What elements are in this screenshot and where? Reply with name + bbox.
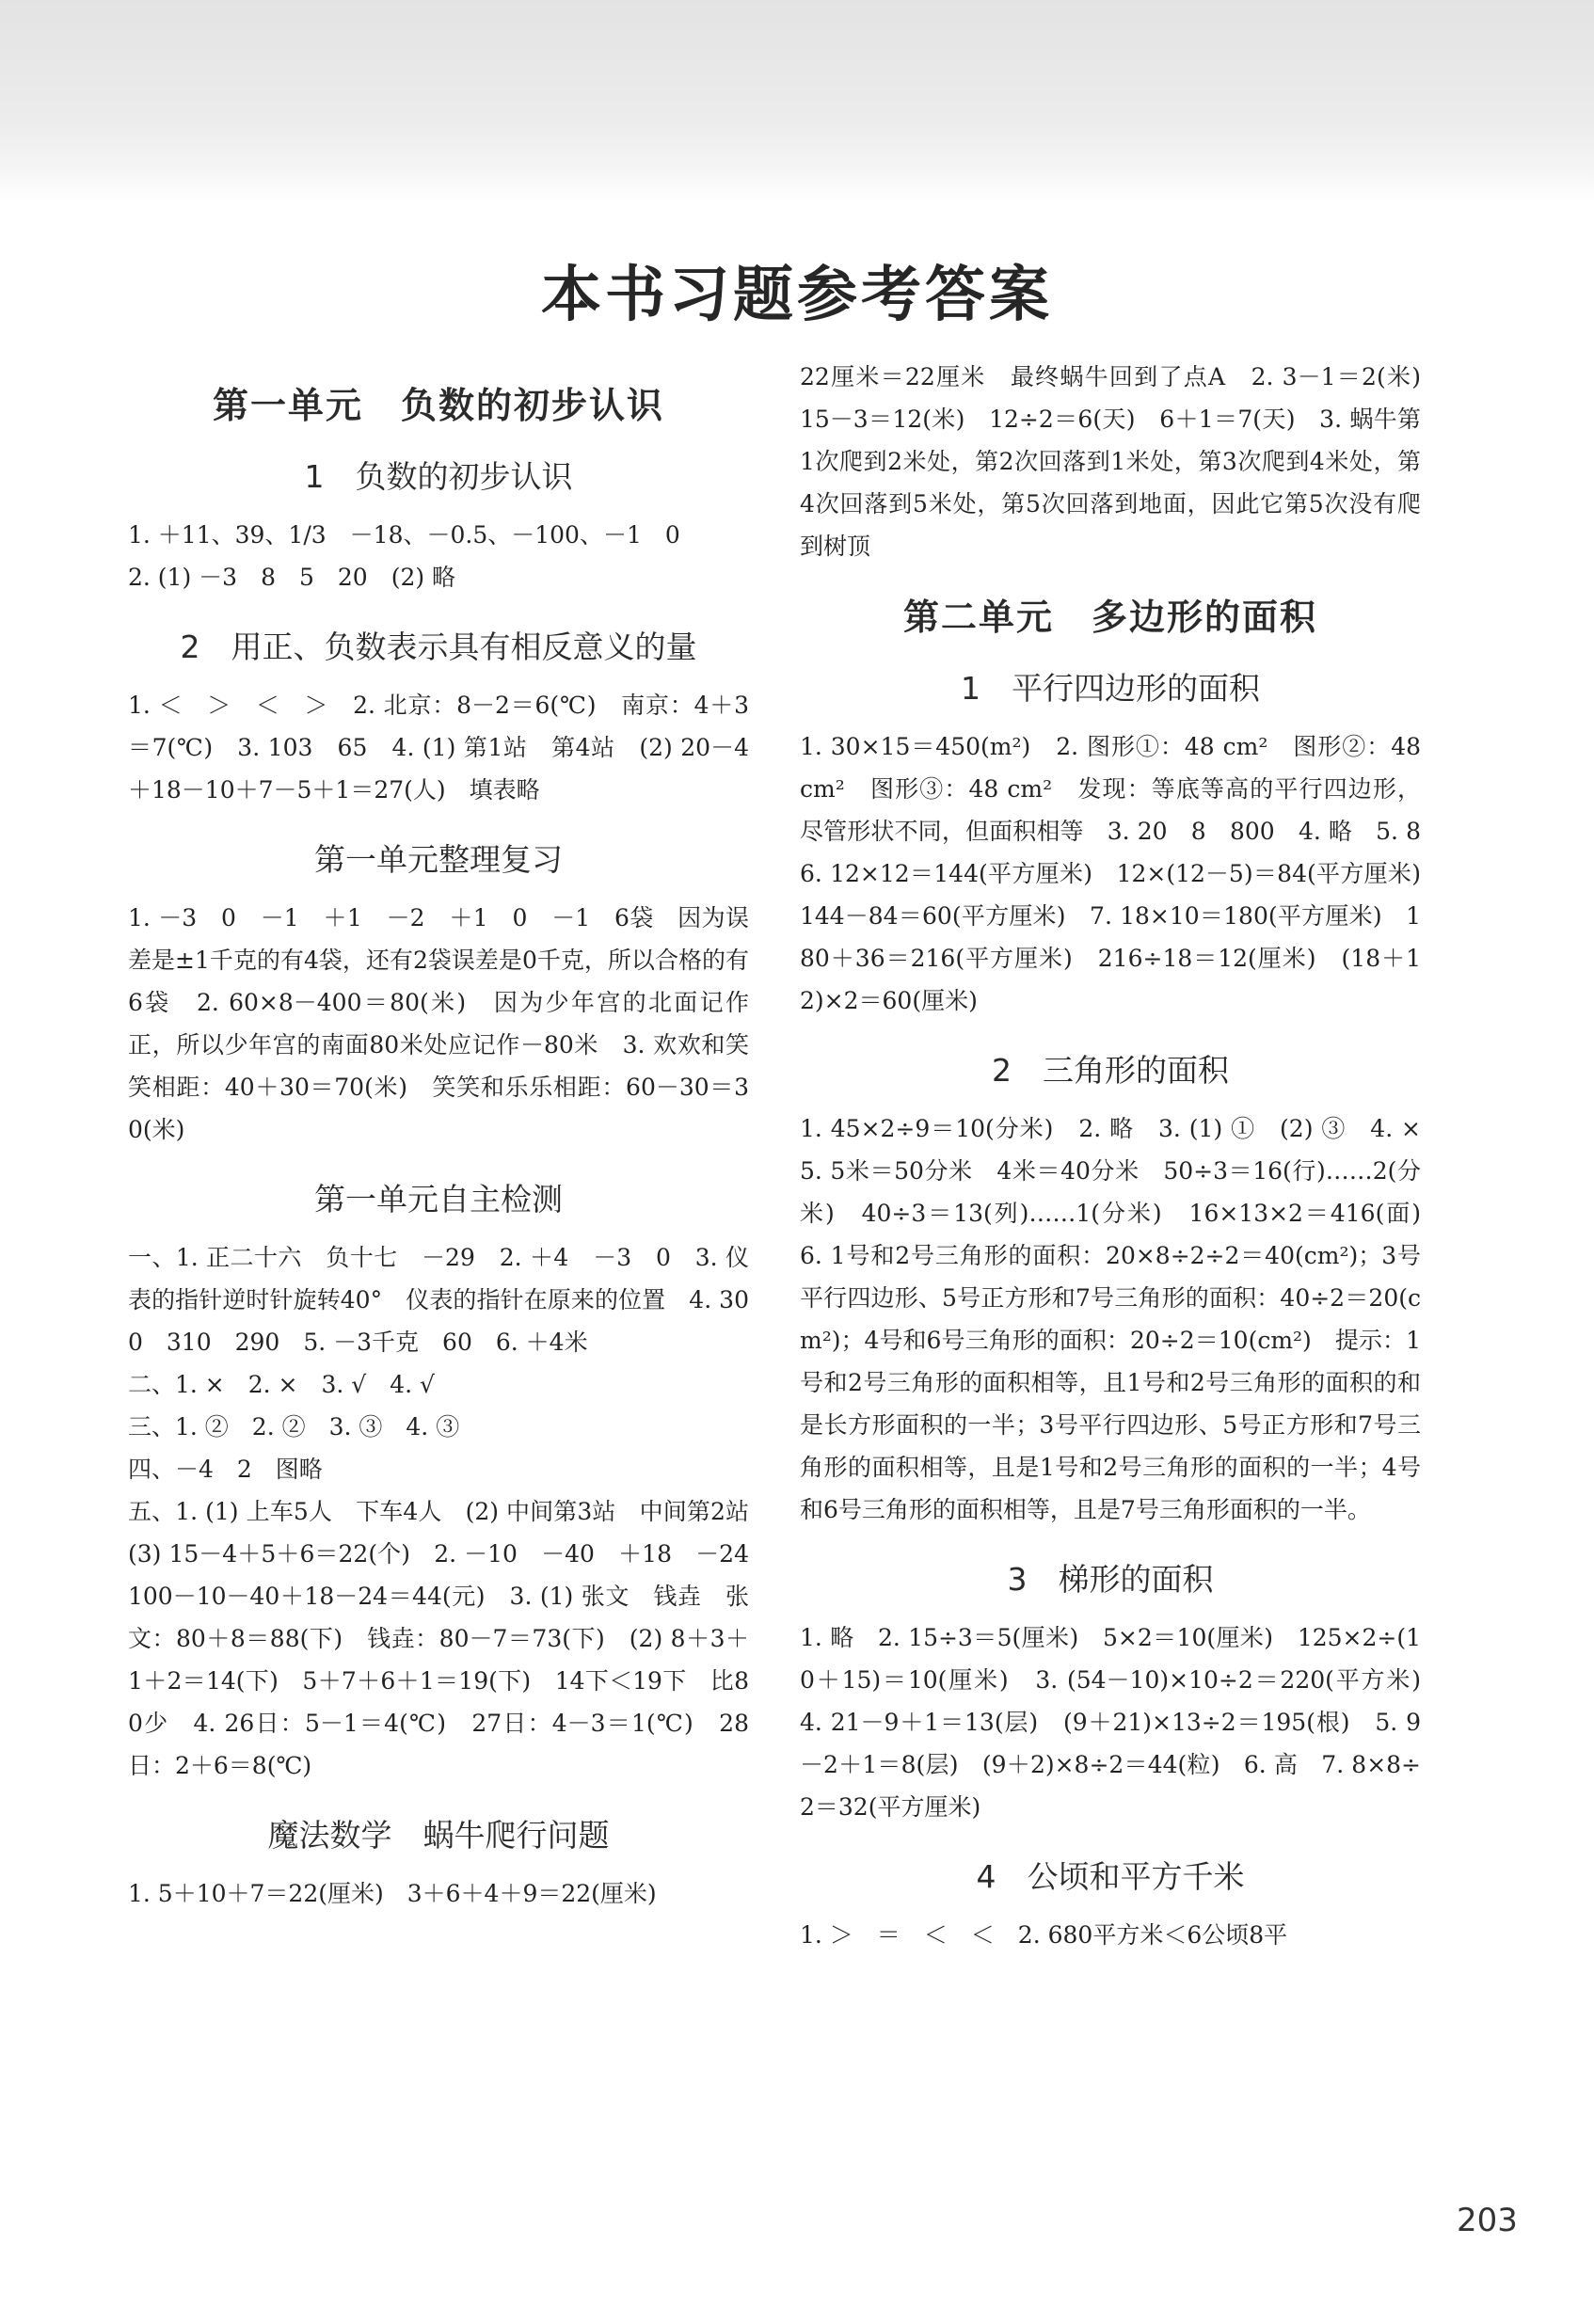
section-title: 3 梯形的面积 — [1007, 1561, 1214, 1598]
answer-text: 1. －3 0 －1 ＋1 －2 ＋1 0 －1 6袋 因为误差是±1千克的有4袋，还有2袋误差是0千克，所以合格的有6袋 2. 60×8－400＝80(米) 因为少年宫的北面记作正，所以少年宫的南面80米处应记作－80米 3. 欢欢和笑笑相距：40＋30＝70(米) 笑笑和乐乐相距：60－30＝30(米) — [128, 904, 749, 1143]
answer-text: 2. (1) －3 8 5 20 (2) 略 — [128, 564, 456, 591]
unit1-title: 第一单元 负数的初步认识 — [212, 384, 664, 426]
right-column — [800, 356, 1445, 1956]
answer-text: 四、－4 2 图略 — [128, 1456, 323, 1483]
page-number: 203 — [1457, 2202, 1518, 2239]
unit2-title: 第二单元 多边形的面积 — [902, 596, 1317, 638]
answer-text: 三、1. ② 2. ② 3. ③ 4. ③ — [128, 1413, 460, 1441]
section-title: 1 平行四边形的面积 — [961, 670, 1260, 707]
top-gray-band — [0, 0, 1594, 202]
answer-text: 二、1. × 2. × 3. √ 4. √ — [128, 1371, 435, 1398]
answer-text: 1. ＜ ＞ ＜ ＞ 2. 北京：8－2＝6(℃) 南京：4＋3＝7(℃) 3. 103 65 4. (1) 第1站 第4站 (2) 20－4＋18－10＋7－5＋1＝27(人) 填表略 — [128, 692, 749, 804]
answer-text: 1. 45×2÷9＝10(分米) 2. 略 3. (1) ① (2) ③ 4. × 5. 5米＝50分米 4米＝40分米 50÷3＝16(行)……2(分米) 40÷3＝13(列)……1(分米) 16×13×2＝416(面) 6. 1号和2号三角形的面积：20×8÷2÷2＝40(cm²)；3号平行四边形、5号正方形和7号三角形的面积：40÷2＝20(cm²)；4号和6号三角形的面积：20÷2＝10(cm²) 提示：1号和2号三角形的面积相等，且1号和2号三角形的面积的和是长方形面积的一半；3号平行四边形、5号正方形和7号三角形的面积相等，且是1号和2号三角形的面积的一半；4号和6号三角形的面积相等，且是7号三角形面积的一半。 — [800, 1115, 1445, 1523]
answer-text: 22厘米＝22厘米 最终蜗牛回到了点A 2. 3－1＝2(米) 15－3＝12(米) 12÷2＝6(天) 6＋1＝7(天) 3. 蜗牛第1次爬到2米处，第2次回落到1米处，第3次爬到4米处，第4次回落到5米处，第5次回落到地面，因此它第5次没有爬到树顶 — [800, 363, 1445, 560]
answer-text: 1. ＞ ＝ ＜ ＜ 2. 680平方米＜6公顷8平 — [800, 1921, 1288, 1949]
answer-text: 一、1. 正二十六 负十七 －29 2. ＋4 －3 0 3. 仪表的指针逆时针旋转40° 仪表的指针在原来的位置 4. 300 310 290 5. －3千克 60 6. ＋4米 — [128, 1244, 749, 1356]
left-column — [128, 356, 773, 1915]
section-title: 2 用正、负数表示具有相反意义的量 — [180, 629, 697, 665]
answer-text: 1. 5＋10＋7＝22(厘米) 3＋6＋4＋9＝22(厘米) — [128, 1880, 657, 1907]
section-title: 第一单元整理复习 — [314, 841, 563, 878]
section-title: 2 三角形的面积 — [992, 1052, 1229, 1089]
answer-text: 1. ＋11、39、1/3 －18、－0.5、－100、－1 0 — [128, 521, 680, 549]
section-title: 1 负数的初步认识 — [304, 458, 573, 495]
section-title: 魔法数学 蜗牛爬行问题 — [267, 1817, 610, 1854]
answer-text: 五、1. (1) 上车5人 下车4人 (2) 中间第3站 中间第2站 (3) 15－4＋5＋6＝22(个) 2. －10 －40 ＋18 －24 100－10－40＋18－24＝44(元) 3. (1) 张文 钱垚 张文：80＋8＝88(下) 钱垚：80－7＝73(下) (2) 8＋3＋1＋2＝14(下) 5＋7＋6＋1＝19(下) 14下＜19下 比80少 4. 26日：5－1＝4(℃) 27日：4－3＝1(℃) 28日：2＋6＝8(℃) — [128, 1498, 773, 1779]
section-title: 第一单元自主检测 — [314, 1181, 563, 1218]
section-title: 4 公顷和平方千米 — [976, 1858, 1245, 1895]
answer-text: 1. 30×15＝450(m²) 2. 图形①：48 cm² 图形②：48 cm² 图形③：48 cm² 发现：等底等高的平行四边形，尽管形状不同，但面积相等 3. 20 8 800 4. 略 5. 8 6. 12×12＝144(平方厘米) 12×(12－5)＝84(平方厘米) 144－84＝60(平方厘米) 7. 18×10＝180(平方厘米) 180＋36＝216(平方厘米) 216÷18＝12(厘米) (18＋12)×2＝60(厘米) — [800, 733, 1445, 1014]
page-title: 本书习题参考答案 — [541, 261, 1053, 330]
answer-text: 1. 略 2. 15÷3＝5(厘米) 5×2＝10(厘米) 125×2÷(10＋15)＝10(厘米) 3. (54－10)×10÷2＝220(平方米) 4. 21－9＋1＝13(层) (9＋21)×13÷2＝195(根) 5. 9－2＋1＝8(层) (9＋2)×8÷2＝44(粒) 6. 高 7. 8×8÷2＝32(平方厘米) — [800, 1624, 1445, 1821]
